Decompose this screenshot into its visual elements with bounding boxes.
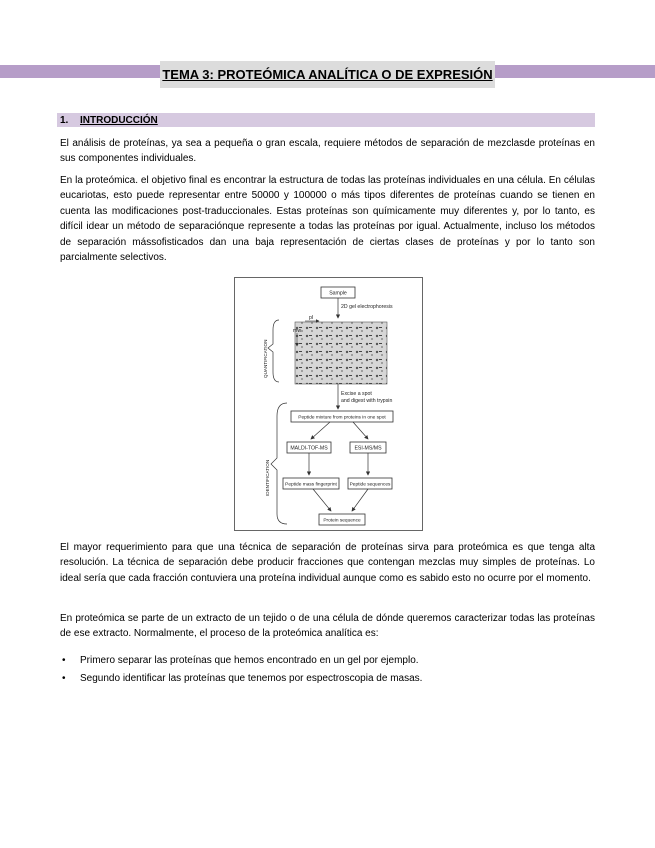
bullet-symbol: • bbox=[62, 673, 66, 684]
maldi-label: MALDI-TOF-MS bbox=[290, 445, 328, 452]
list-item-text: Primero separar las proteínas que hemos encontrado en un gel por ejemplo. bbox=[80, 655, 419, 666]
pi-label: pI bbox=[309, 315, 314, 321]
peptide-mixture-label: Peptide mixture from proteins in one spot bbox=[298, 415, 386, 421]
excise-label-1: Excise a spot bbox=[341, 391, 372, 397]
bullet-list bbox=[60, 653, 595, 689]
gel-step-label: 2D gel electrophoresis bbox=[341, 304, 393, 310]
section-number: 1. bbox=[60, 114, 69, 126]
paragraph-2: En la proteómica. el objetivo final es encontrar la estructura de todas las proteínas individuales en una célula. En células eucariotas, esto puede representar entre 50000 y 100000 o más tipos diferentes de proteínas cuando se tienen en cuenta las modificaciones post-traduccionales. Estas proteínas son químicamente muy diferentes y, por lo tanto, es difícil idear un método de separaciónque represente a todas las proteínas por igual. Actualmente, incluso los métodos de separación mássofisticados dan una baja representación de ciertas clases de proteínas y por lo tanto son parcialmente selectivos. bbox=[60, 175, 595, 264]
quantification-bracket bbox=[268, 320, 279, 382]
quantification-label: QUANTIFICATION bbox=[263, 339, 268, 378]
identification-label: IDENTIFICATION bbox=[265, 459, 270, 496]
fingerprint-label: Peptide mass fingerprint bbox=[285, 482, 337, 488]
esi-label: ESI-MS/MS bbox=[354, 445, 382, 452]
bullet-symbol: • bbox=[62, 655, 66, 666]
excise-label-2: and digest with trypsin bbox=[341, 398, 393, 404]
section-heading bbox=[57, 113, 595, 127]
workflow-diagram bbox=[235, 278, 422, 530]
proteomics-workflow-figure bbox=[234, 277, 423, 531]
arrow-sequences-protein bbox=[352, 489, 368, 511]
list-item bbox=[60, 671, 595, 689]
paragraph-3: El mayor requerimiento para que una técnica de separación de proteínas sirva para proteómica es que tenga alta resolución. La técnica de separación debe producir fracciones que contengan mezclas muy simples de proteínas. Lo ideal sería que cada fracción contuviera una proteína individual aunque como es sabido esto no ocurre por el momento. bbox=[60, 542, 595, 584]
arrow-mixture-maldi bbox=[311, 422, 330, 439]
page-title-text: TEMA 3: PROTEÓMICA ANALÍTICA O DE EXPRESIÓN bbox=[162, 67, 493, 82]
sequences-label: Peptide sequences bbox=[349, 482, 391, 488]
page-title bbox=[160, 61, 495, 88]
identification-bracket bbox=[271, 403, 287, 524]
sample-label: Sample bbox=[329, 290, 347, 297]
list-item-text: Segundo identificar las proteínas que tenemos por espectroscopia de masas. bbox=[80, 673, 423, 684]
paragraph-1: El análisis de proteínas, ya sea a pequeña o gran escala, requiere métodos de separación de mezclasde proteínas en sus componentes individuales. bbox=[60, 138, 595, 165]
protein-sequence-label: Protein sequence bbox=[323, 518, 361, 524]
list-item bbox=[60, 653, 595, 671]
paragraph-4: En proteómica se parte de un extracto de un tejido o de una célula de dónde queremos caracterizar todas las proteínas de ese extracto. Normalmente, el proceso de la proteómica analítica es: bbox=[60, 613, 595, 640]
arrow-mixture-esi bbox=[353, 422, 368, 439]
arrow-fingerprint-protein bbox=[313, 489, 331, 511]
section-title: INTRODUCCIÓN bbox=[80, 114, 158, 126]
mw-label: mw bbox=[293, 328, 302, 334]
gel-image bbox=[295, 322, 387, 384]
